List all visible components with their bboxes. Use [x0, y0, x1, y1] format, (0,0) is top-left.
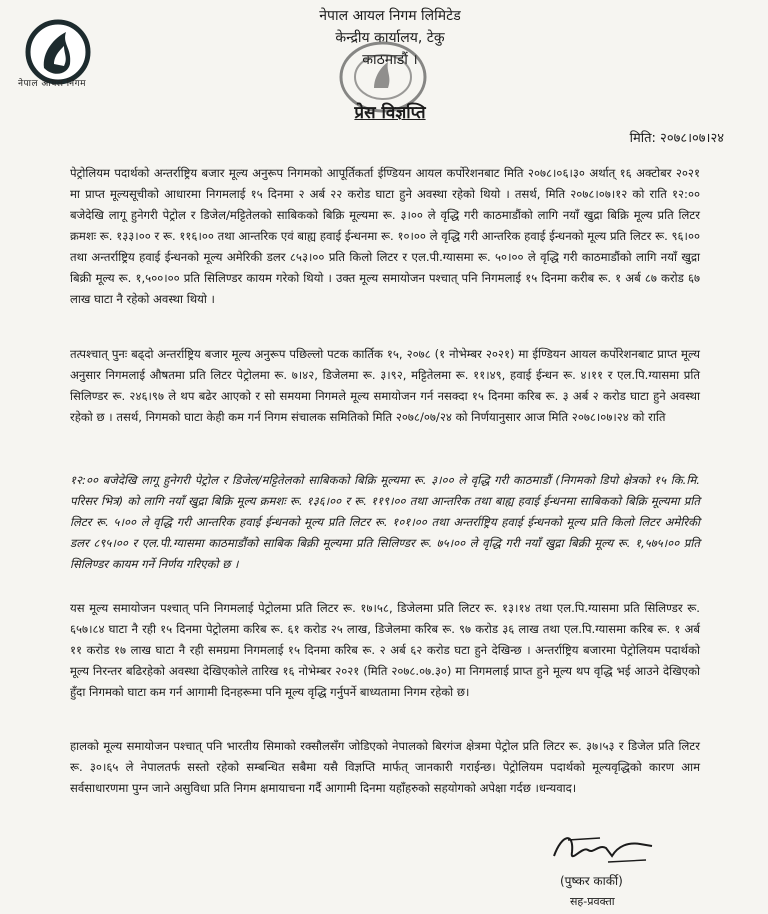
- office-name: केन्द्रीय कार्यालय, टेकु: [335, 30, 445, 46]
- paragraph-new-price-decision: १२:०० बजेदेखि लागू हुनेगरी पेट्रोल र डिजेल/मट्टितेलको साबिकको बिक्रि मूल्यमा रू. ३।०० ले वृद्धि गरी काठमाडौं (निगमको डिपो क्षेत्रको १५ कि.मि. परिसर भित्र) को लागि नयाँ खुद्रा बिक्रि मूल्य क्रमशः रू. १३६।०० र रू. ११९।०० तथा आन्तरिक तथा बाह्य हवाई ईन्धनमा साबिकको बिक्रि मूल्यमा प्रति लिटर रू. ५।०० ले वृद्धि गरी आन्तरिक हवाई ईन्धनको मूल्य प्रति लिटर रू. १०१।०० तथा अन्तर्राष्ट्रिय हवाई ईन्धनको मूल्य प्रति किलो लिटर अमेरिकी डलर ८९५।०० र एल.पी.ग्यासमा काठमाडौंको साबिक बिक्री मूल्यमा प्रति सिलिण्डर रू. ७५।०० ले वृद्धि गरी नयाँ खुद्रा बिक्री मूल्य रू. १,५७५।०० प्रति सिलिण्डर कायम गर्ने निर्णय गरिएको छ ।: [70, 473, 700, 571]
- signatory-title: सह-प्रवक्ता: [570, 895, 615, 908]
- paragraph-new-price-basis: तत्पश्चात् पुनः बढ्दो अन्तर्राष्ट्रिय बजार मूल्य अनुरूप पछिल्लो पटक कार्तिक १५, २०७८ (१ नोभेम्बर २०२१) मा ईण्डियन आयल कर्पोरेशनबाट प्राप्त मूल्य अनुसार निगमलाई औषतमा प्रति लिटर पेट्रोलमा रू. ७।४२, डिजेलमा रू. ३।९२, मट्टितेलमा रू. ११।४९, हवाई ईन्धन रू. ४।११ र एल.पि.ग्यासमा प्रति सिलिण्डर रू. २४६।९७ ले थप बढेर आएको र सो समयमा निगमले मूल्य समायोजन गर्न नसक्दा १५ दिनमा करिब रू. ३ अर्ब २ करोड घाटा हुने अवस्था रहेको छ । तसर्थ, निगमको घाटा केही कम गर्न निगम संचालक समितिको मिति २०७८/०७/२४ को निर्णयानुसार आज मिति २०७८।०७।२४ को राति: [70, 347, 700, 424]
- org-name: नेपाल आयल निगम लिमिटेड: [319, 8, 461, 24]
- office-city: काठमाडौं ।: [362, 52, 418, 68]
- paragraph-previous-adjustment: पेट्रोलियम पदार्थको अन्तर्राष्ट्रिय बजार मूल्य अनुरूप निगमको आपूर्तिकर्ता ईण्डियन आयल कर्पोरेशनबाट मिति २०७८।०६।३० अर्थात् १६ अक्टोबर २०२१ मा प्राप्त मूल्यसूचीको आधारमा निगमलाई १५ दिनमा २ अर्ब २२ करोड घाटा हुने अवस्था रहेको थियो । तसर्थ, मिति २०७८।०७।१२ को राति १२:०० बजेदेखि लागू हुनेगरी पेट्रोल र डिजेल/मट्टितेलको साबिकको बिक्रि मूल्यमा रू. ३।०० ले वृद्धि गरी काठमाडौंको लागि नयाँ खुद्रा बिक्रि मूल्य प्रति लिटर क्रमशः रू. १३३।०० र रू. ११६।०० तथा आन्तरिक एवं बाह्य हवाई ईन्धनमा रू. १०।०० ले वृद्धि गरी आन्तरिक हवाई ईन्धनको मूल्य प्रति लिटर रू. ९६।०० तथा अन्तर्राष्ट्रिय हवाई ईन्धनको मूल्य अमेरिकी डलर ८५३।०० प्रति किलो लिटर र एल.पी.ग्यासमा रू. ५०।०० ले वृद्धि गरी काठमाडौंको लागि नयाँ खुद्रा बिक्री मूल्य रू. १,५००।०० प्रति सिलिण्डर कायम गरेको थियो । उक्त मूल्य समायोजन पश्चात् पनि निगमलाई १५ दिनमा करीब रू. १ अर्ब ८७ करोड ६७ लाख घाटा नै रहेको अवस्था थियो ।: [70, 166, 701, 306]
- signatory-name: (पुष्कर कार्की): [560, 874, 623, 888]
- issue-date: मिति: २०७८।०७।२४: [629, 131, 724, 146]
- logo-caption: नेपाल आयल निगम: [18, 79, 87, 89]
- paragraph-border-comparison: हालको मूल्य समायोजन पश्चात् पनि भारतीय सिमाको रक्सौलसँग जोडिएको नेपालको बिरगंज क्षेत्रमा पेट्रोल प्रति लिटर रू. ३७।५३ र डिजेल प्रति लिटर रू. ३०।६५ ले नेपालतर्फ सस्तो रहेको सम्बन्धित सबैमा यसै विज्ञप्ति मार्फत् जानकारी गराईन्छ। पेट्रोलियम पदार्थको मूल्यवृद्धिको कारण आम सर्वसाधारणमा पुग्न जाने असुविधा प्रति निगम क्षमायाचना गर्दै आगामी दिनमा यहाँहरुको सहयोगको अपेक्षा गर्दछ ।धन्यवाद।: [70, 739, 700, 795]
- signature-icon: [548, 826, 658, 872]
- document-type-heading: प्रेस विज्ञप्ति: [354, 103, 426, 123]
- paragraph-remaining-loss: यस मूल्य समायोजन पश्चात् पनि निगमलाई पेट्रोलमा प्रति लिटर रू. १७।५८, डिजेलमा प्रति लिटर रू. १३।१४ तथा एल.पि.ग्यासमा प्रति सिलिण्डर रू. ६५७।८४ घाटा नै रही १५ दिनमा पेट्रोलमा करिब रू. ६१ करोड २५ लाख, डिजेलमा करिब रू. ९७ करोड ३६ लाख तथा एल.पि.ग्यासमा करिब रू. १ अर्ब ११ करोड १७ लाख घाटा नै रही समग्रमा निगमलाई १५ दिनमा करिब रू. २ अर्ब ६२ करोड घटा हुने देखिन्छ । अन्तर्राष्ट्रिय बजारमा पेट्रोलियम पदार्थको मूल्य निरन्तर बढिरहेको अवस्था देखिएकोले तारिख १६ नोभेम्बर २०२१ (मिति २०७८.०७.३०) मा निगमलाई प्राप्त हुने मूल्य थप वृद्धि भई आउने देखिएको हुँदा निगमको घाटा कम गर्न आगामी दिनहरूमा पनि मूल्य वृद्धि गर्नुपर्ने बाध्यतामा निगम रहेको छ।: [70, 601, 700, 699]
